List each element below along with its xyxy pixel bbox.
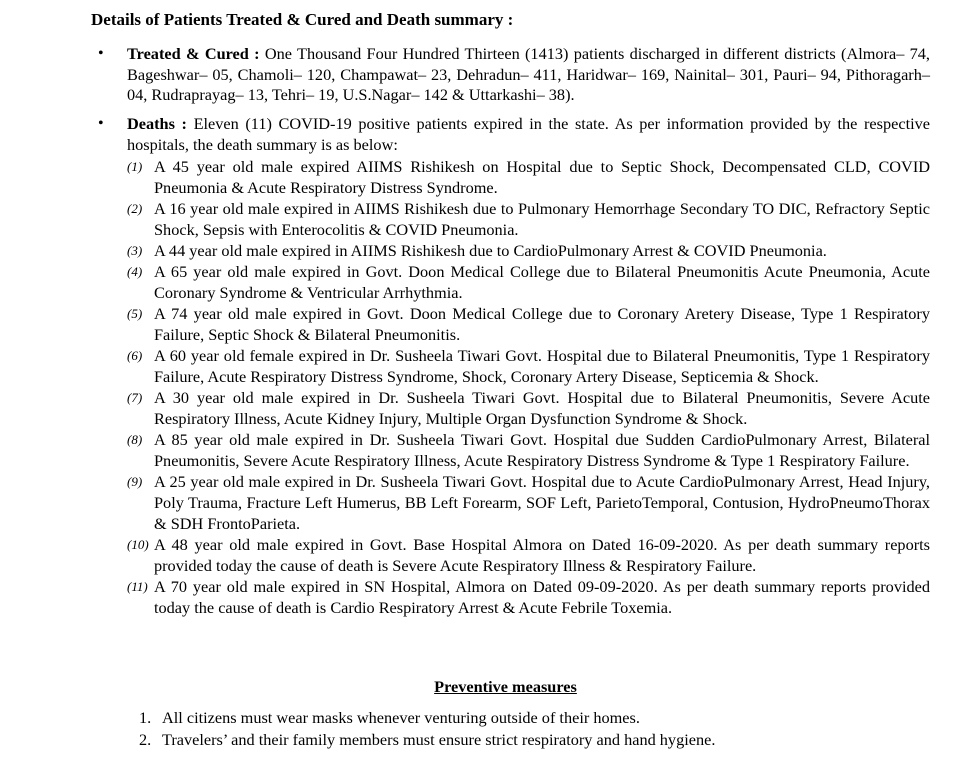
list-item xyxy=(127,429,930,471)
list-item xyxy=(139,707,929,729)
list-item-text: A 60 year old female expired in Dr. Susheela Tiwari Govt. Hospital due to Bilateral Pneumonitis, Type 1 Respiratory Failure, Acute Respiratory Distress Syndrome, Shock, Coronary Artery Disease, Septicemia & Shock. xyxy=(154,346,930,386)
list-item-number: (4) xyxy=(127,264,143,279)
list-item xyxy=(127,198,930,240)
list-item xyxy=(127,576,930,618)
list-item-text: A 16 year old male expired in AIIMS Rishikesh due to Pulmonary Hemorrhage Secondary TO DIC, Refractory Septic Shock, Sepsis with Enterocolitis & COVID Pneumonia. xyxy=(154,199,930,239)
list-item-text: A 74 year old male expired in Govt. Doon Medical College due to Coronary Aretery Disease, Type 1 Respiratory Failure, Septic Shock & Bilateral Pneumonitis. xyxy=(154,304,930,344)
list-item-text: A 45 year old male expired AIIMS Rishikesh on Hospital due to Septic Shock, Decompensated CLD, COVID Pneumonia & Acute Respiratory Distress Syndrome. xyxy=(154,157,930,197)
deaths-bullet xyxy=(98,114,930,155)
list-item xyxy=(139,729,929,751)
list-item-number: (11) xyxy=(127,579,148,594)
preventive-measures-title: Preventive measures xyxy=(434,677,577,696)
treated-cured-bullet xyxy=(98,44,931,106)
list-item xyxy=(127,303,930,345)
death-summary-list xyxy=(127,156,930,618)
list-item-text: All citizens must wear masks whenever venturing outside of their homes. xyxy=(162,708,640,727)
list-item xyxy=(127,534,930,576)
list-item-text: A 70 year old male expired in SN Hospital, Almora on Dated 09-09-2020. As per death summary reports provided today the cause of death is Cardio Respiratory Arrest & Acute Febrile Toxemia. xyxy=(154,577,930,617)
section-heading: Details of Patients Treated & Cured and Death summary : xyxy=(91,10,514,29)
list-item-number: (6) xyxy=(127,348,143,363)
list-item-text: A 65 year old male expired in Govt. Doon Medical College due to Bilateral Pneumonitis Acute Pneumonia, Acute Coronary Syndrome & Ventricular Arrhythmia. xyxy=(154,262,930,302)
list-item xyxy=(127,240,930,261)
list-item-text: A 85 year old male expired in Dr. Susheela Tiwari Govt. Hospital due Sudden CardioPulmonary Arrest, Bilateral Pneumonitis, Severe Acute Respiratory Illness, Acute Respiratory Distress Syndrome & Type 1 Respiratory Failure. xyxy=(154,430,930,470)
list-item-text: A 25 year old male expired in Dr. Susheela Tiwari Govt. Hospital due to Acute CardioPulmonary Arrest, Head Injury, Poly Trauma, Fracture Left Humerus, BB Left Forearm, SOF Left, ParietoTemporal, Contusion, HydroPneumoThorax & SDH FrontoParieta. xyxy=(154,472,930,533)
list-item-number: (8) xyxy=(127,432,143,447)
list-item-text: A 30 year old male expired in Dr. Susheela Tiwari Govt. Hospital due to Bilateral Pneumonitis, Severe Acute Respiratory Illness, Acute Kidney Injury, Multiple Organ Dysfunction Syndrome & Shock. xyxy=(154,388,930,428)
list-item xyxy=(127,471,930,534)
list-item xyxy=(127,261,930,303)
list-item-text: Travelers’ and their family members must ensure strict respiratory and hand hygiene. xyxy=(162,730,716,749)
deaths-label: Deaths : xyxy=(127,114,187,133)
list-item-text: A 44 year old male expired in AIIMS Rishikesh due to CardioPulmonary Arrest & COVID Pneumonia. xyxy=(154,241,827,260)
deaths-text: Eleven (11) COVID-19 positive patients expired in the state. As per information provided by the respective hospitals, the death summary is as below: xyxy=(127,114,930,154)
list-item-number: (10) xyxy=(127,537,149,552)
list-item-text: A 48 year old male expired in Govt. Base Hospital Almora on Dated 16-09-2020. As per death summary reports provided today the cause of death is Severe Acute Respiratory Illness & Respiratory Failure. xyxy=(154,535,930,575)
list-item-number: (7) xyxy=(127,390,143,405)
list-item-number: (1) xyxy=(127,159,143,174)
list-item xyxy=(127,156,930,198)
list-item-number: (9) xyxy=(127,474,143,489)
list-item xyxy=(127,387,930,429)
bullet-dot-icon: • xyxy=(98,115,104,132)
list-item-number: (5) xyxy=(127,306,143,321)
treated-label: Treated & Cured : xyxy=(127,44,260,63)
list-item xyxy=(127,345,930,387)
list-item-number: (2) xyxy=(127,201,143,216)
bullet-dot-icon: • xyxy=(98,45,104,62)
list-item-number: 2. xyxy=(139,730,152,749)
list-item-number: 1. xyxy=(139,708,152,727)
preventive-measures-list xyxy=(139,707,929,751)
list-item-number: (3) xyxy=(127,243,143,258)
treated-text: One Thousand Four Hundred Thirteen (1413) patients discharged in different districts (Almora– 74, Bageshwar– 05, Chamoli– 120, Champawat– 23, Dehradun– 411, Haridwar– 169, Nainital– 301, Pauri– 94, Pithoragarh– 04, Rudraprayag– 13, Tehri– 19, U.S.Nagar– 142 & Uttarkashi– 38). xyxy=(127,44,931,104)
